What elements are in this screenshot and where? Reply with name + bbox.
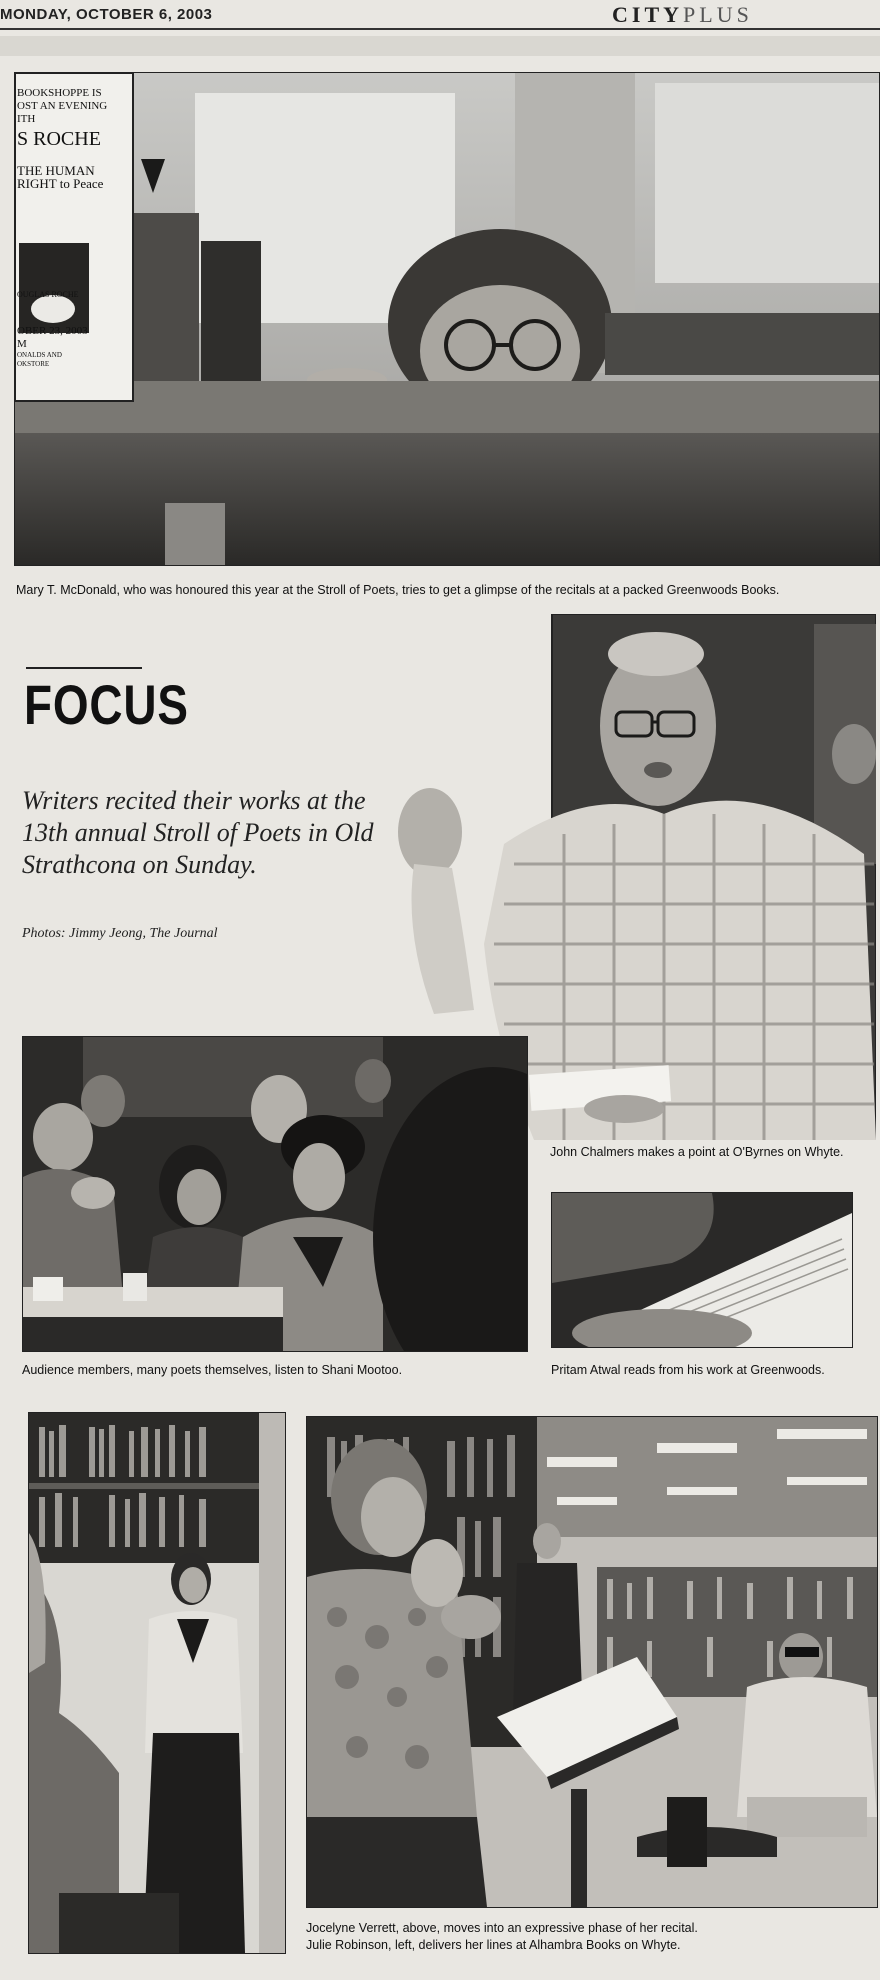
poster-line: ONALDS AND: [17, 351, 62, 359]
section-name-plus: PLUS: [683, 2, 753, 27]
photo-mary-mcdonald: [14, 72, 880, 566]
poster-line: OST AN EVENING: [17, 100, 108, 112]
focus-title: FOCUS: [24, 673, 189, 736]
focus-rule: [26, 667, 142, 669]
poster-line: THE HUMAN: [17, 163, 95, 178]
poster-line: BOOKSHOPPE IS: [17, 87, 102, 99]
photo-jocelyne-verrett: [306, 1416, 878, 1908]
photo-credit: Photos: Jimmy Jeong, The Journal: [22, 926, 218, 941]
photo-mary-mcdonald-image: [15, 73, 879, 565]
poster-line: M: [17, 338, 27, 350]
poster-line: OBER 23, 2003: [17, 325, 88, 337]
caption-julie-robinson: Julie Robinson, left, delivers her lines at Alhambra Books on Whyte.: [306, 1938, 681, 1952]
poster-line: S ROCHE: [17, 128, 101, 150]
photo-pritam-atwal-image: [552, 1193, 852, 1347]
photo-audience-image: [23, 1037, 527, 1351]
dateline: MONDAY, OCTOBER 6, 2003: [0, 6, 213, 23]
poster-line: RIGHT to Peace: [17, 176, 104, 191]
poster-text: [17, 87, 129, 369]
caption-pritam-atwal: Pritam Atwal reads from his work at Greenwoods.: [551, 1363, 825, 1377]
section-name-city: CITY: [612, 2, 684, 27]
photo-julie-robinson-image: [29, 1413, 285, 1953]
caption-john-chalmers: John Chalmers makes a point at O'Byrnes on Whyte.: [550, 1145, 844, 1159]
photo-pritam-atwal: [551, 1192, 853, 1348]
photo-audience: [22, 1036, 528, 1352]
poster-line: OKSTORE: [17, 360, 50, 368]
header-band: [0, 36, 880, 56]
header-rule: [0, 28, 880, 30]
focus-deck: Writers recited their works at the 13th annual Stroll of Poets in Old Strathcona on Sunday.: [22, 786, 374, 879]
poster-line: OUGLAS ROCHE: [17, 290, 79, 299]
poster-line: ITH: [17, 113, 36, 125]
photo-julie-robinson: [28, 1412, 286, 1954]
caption-mary-mcdonald: Mary T. McDonald, who was honoured this year at the Stroll of Poets, tries to get a glimpse of the recitals at a packed Greenwoods Books.: [16, 583, 780, 597]
caption-bottom: [306, 1920, 876, 1954]
section-name: [612, 2, 753, 28]
caption-audience: Audience members, many poets themselves, listen to Shani Mootoo.: [22, 1363, 403, 1377]
photo-jocelyne-verrett-image: [307, 1417, 877, 1907]
caption-jocelyne-verrett: Jocelyne Verrett, above, moves into an expressive phase of her recital.: [306, 1921, 698, 1935]
